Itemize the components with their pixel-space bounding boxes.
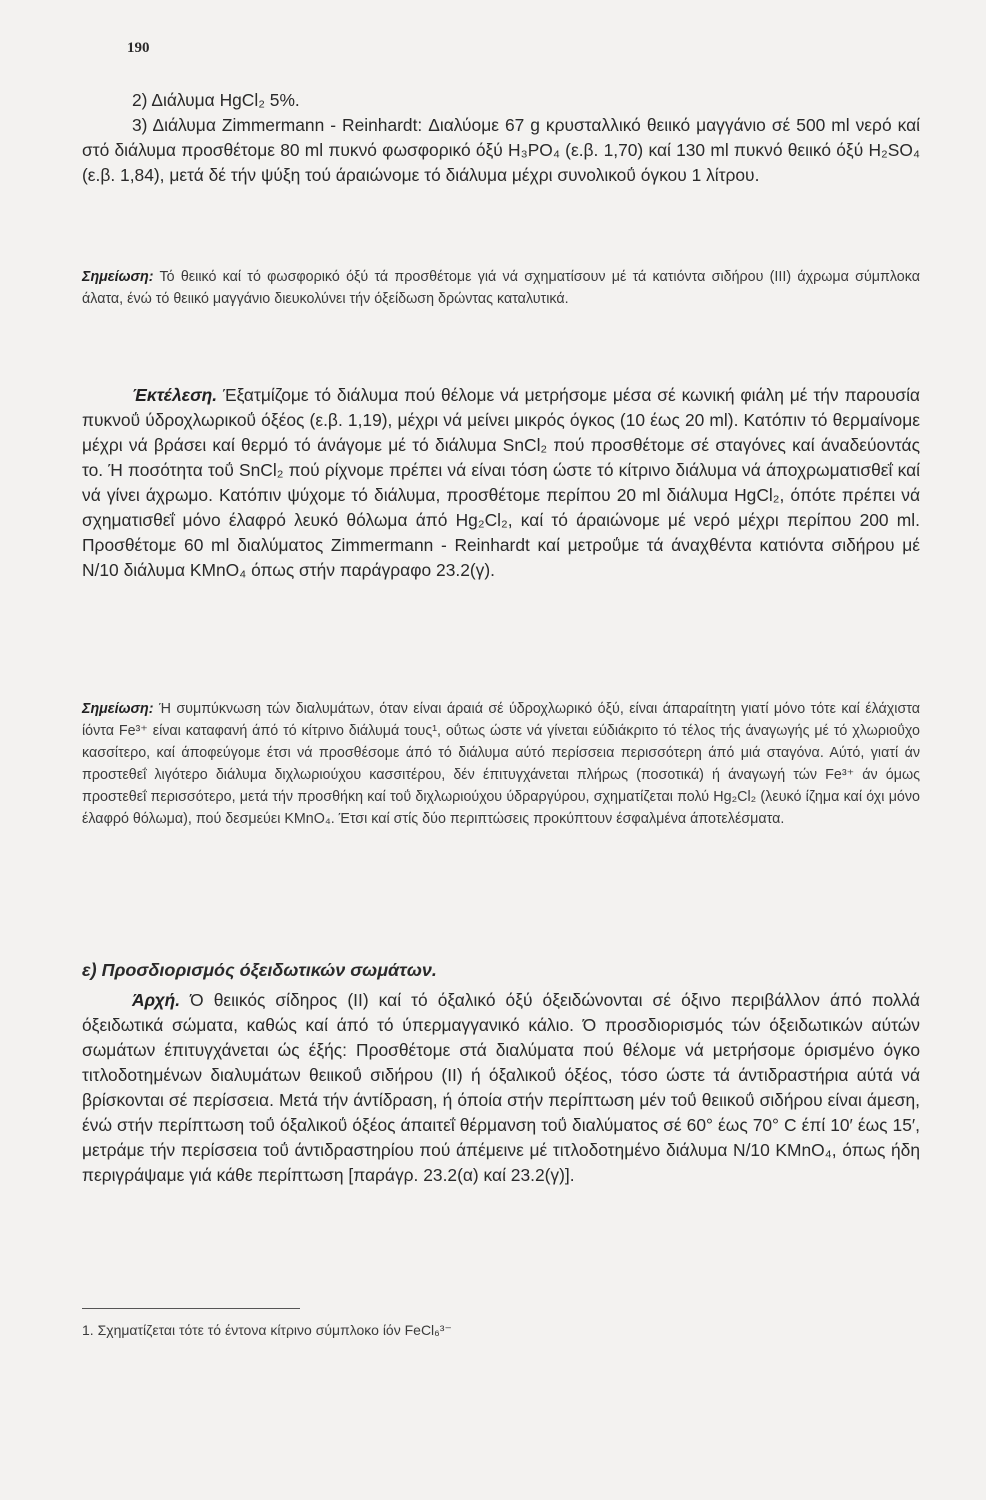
footnote-divider bbox=[82, 1308, 300, 1309]
section-title: ε) Προσδιορισμός όξειδωτικών σωμάτων. bbox=[82, 960, 437, 980]
principle-paragraph bbox=[82, 988, 920, 1188]
note-label: Σημείωση: bbox=[82, 269, 154, 285]
solution-item-3: 3) Διάλυμα Zimmermann - Reinhardt: Διαλύομε 67 g κρυσταλλικό θειικό μαγγάνιο σέ 500 ml νερό καί στό διάλυμα προσθέτομε 80 ml πυκνό φωσφορικό όξύ H₃PO₄ (ε.β. 1,70) καί 130 ml πυκνό θειικό όξύ H₂SO₄ (ε.β. 1,84), μετά δέ τήν ψύξη τού άραιώνομε τό διάλυμα μέχρι συνολικοΰ όγκου 1 λίτρου. bbox=[82, 115, 920, 185]
principle-text: Ό θειικός σίδηρος (II) καί τό όξαλικό όξύ όξειδώνονται σέ όξινο περιβάλλον άπό πολλά όξειδωτικά σώματα, καθώς καί άπό τό ύπερμαγγανικό κάλιο. Ό προσδιορισμός τών όξειδωτικών αύτών σωμάτων έπιτυγχάνεται ώς έξής: Προσθέτομε στά διαλύματα πού θέλομε νά μετρήσομε όρισμένο όγκο τιτλοδοτημένων διαλυμάτων θειικοΰ σιδήρου (II) ή όξαλικοΰ όξέος, τόσο ώστε τά άντιδραστήρια αύτά νά βρίσκονται σέ περίσσεια. Μετά τήν άντίδραση, ή όποία στήν περίπτωση μέν τοΰ θειικοΰ σιδήρου είναι άμεση, ένώ στήν περίπτωση τοΰ όξαλικοΰ όξέος άπαιτεΐ θέρμανση τοΰ διαλύματος σέ 60° έως 70° C έπί 10′ έως 15′, μετράμε τήν περίσσεια τοΰ άντιδραστηρίου πού άπέμεινε μέ τιτλοδοτημένο διάλυμα Ν/10 KMnO₄, όπως ήδη περιγράψαμε γιά κάθε περίπτωση [παράγρ. 23.2(α) καί 23.2(γ)]. bbox=[82, 990, 920, 1185]
solution-list bbox=[82, 88, 920, 188]
execution-text: Έξατμίζομε τό διάλυμα πού θέλομε νά μετρήσομε μέσα σέ κωνική φιάλη μέ τήν παρουσία πυκνοΰ ύδροχλωρικοΰ όξέος (ε.β. 1,19), μέχρι νά μείνει μικρός όγκος (10 έως 20 ml). Κατόπιν τό θερμαίνομε μέχρι νά βράσει καί θερμό τό άνάγομε μέ τό διάλυμα SnCl₂ πού προσθέτομε σέ σταγόνες καί άναδεύοντάς το. Ή ποσότητα τοΰ SnCl₂ πού ρίχνομε πρέπει νά είναι τόση ώστε τό κίτρινο διάλυμα νά άποχρωματισθεΐ καί νά γίνει άχρωμο. Κατόπιν ψύχομε τό διάλυμα, προσθέτομε περίπου 20 ml διάλυμα HgCl₂, όπότε πρέπει νά σχηματισθεΐ μόνο έλαφρό λευκό θόλωμα άπό Hg₂Cl₂, καί τό άραιώνομε μέ νερό μέχρι περίπου 200 ml. Προσθέτομε 60 ml διαλύματος Zimmermann - Reinhardt καί μετροΰμε τά άναχθέντα κατιόντα σιδήρου μέ Ν/10 διάλυμα KMnO₄ όπως στήν παράγραφο 23.2(γ). bbox=[82, 385, 920, 580]
note-label: Σημείωση: bbox=[82, 701, 154, 717]
note-text: Τό θειικό καί τό φωσφορικό όξύ τά προσθέτομε γιά νά σχηματίσουν μέ τά κατιόντα σιδήρου (III) άχρωμα σύμπλοκα άλατα, ένώ τό θειικό μαγγάνιο διευκολύνει τήν όξείδωση δρώντας καταλυτικά. bbox=[82, 269, 920, 307]
solution-item-2: 2) Διάλυμα HgCl₂ 5%. bbox=[132, 90, 300, 110]
note-text: Ή συμπύκνωση τών διαλυμάτων, όταν είναι άραιά σέ ύδροχλωρικό όξύ, είναι άπαραίτητη γιατί μόνο τότε καί έλάχιστα ίόντα Fe³⁺ είναι καταφανή άπό τό κίτρινο διάλυμά τους¹, οΰτως ώστε νά γίνεται εύδιάκριτο τό τέλος τής άναγωγής μέ τό χλωριοΰχο κασσίτερο, καί άποφεύγομε έτσι νά προσθέσομε άπό τό διάλυμα αύτό περίσσεια περισσότερη άπό μιά σταγόνα. Αύτό, γιατί άν προστεθεΐ λιγότερο διάλυμα διχλωριούχου κασσιτέρου, δέν έπιτυγχάνεται πλήρως (ποσοτικά) ή άναγωγή τών Fe³⁺ άν όμως προστεθεΐ περισσότερο, μετά τήν προσθήκη καί τοΰ διχλωριούχου ύδραργύρου, σχηματίζεται πολύ Hg₂Cl₂ (λευκό ίζημα καί όχι μόνο έλαφρό θόλωμα), πού δεσμεύει KMnO₄. Έτσι καί στίς δύο περιπτώσεις προκύπτουν έσφαλμένα άποτελέσματα. bbox=[82, 701, 920, 827]
note-paragraph-2 bbox=[82, 698, 920, 830]
page-number: 190 bbox=[127, 40, 150, 56]
execution-label: Έκτέλεση. bbox=[132, 385, 218, 405]
footnote: 1. Σχηματίζεται τότε τό έντονα κίτρινο σύμπλοκο ίόν FeCl₆³⁻ bbox=[82, 1322, 452, 1338]
note-paragraph-1 bbox=[82, 266, 920, 310]
principle-label: Άρχή. bbox=[132, 990, 181, 1010]
execution-paragraph bbox=[82, 383, 920, 583]
